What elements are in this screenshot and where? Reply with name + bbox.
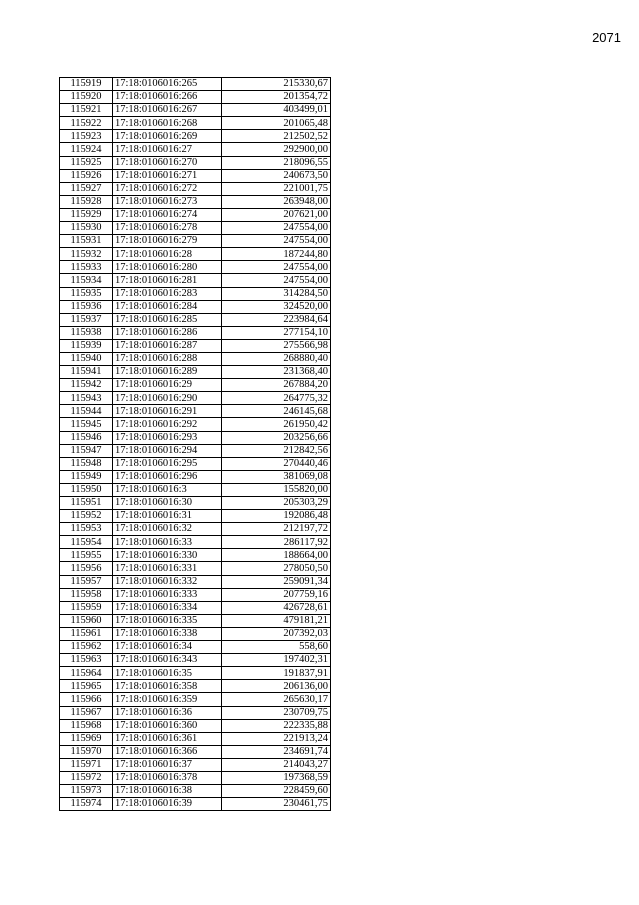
table-row: [60, 719, 331, 732]
cadastral-number-cell: 17:18:0106016:358: [113, 680, 222, 693]
cadastral-value-cell: 259091,34: [222, 575, 331, 588]
cadastral-value-cell: 205303,29: [222, 497, 331, 510]
table-row: [60, 143, 331, 156]
row-number-cell: 115969: [60, 732, 113, 745]
cadastral-value-cell: 212842,56: [222, 444, 331, 457]
row-number-cell: 115923: [60, 130, 113, 143]
table-row: [60, 614, 331, 627]
row-number-cell: 115963: [60, 654, 113, 667]
cadastral-value-cell: 197368,59: [222, 771, 331, 784]
cadastral-value-cell: 275566,98: [222, 339, 331, 352]
row-number-cell: 115949: [60, 470, 113, 483]
table-row: [60, 510, 331, 523]
table-row: [60, 117, 331, 130]
row-number-cell: 115958: [60, 588, 113, 601]
table-row: [60, 745, 331, 758]
table-row: [60, 274, 331, 287]
row-number-cell: 115968: [60, 719, 113, 732]
cadastral-value-cell: 231368,40: [222, 366, 331, 379]
table-row: [60, 208, 331, 221]
cadastral-number-cell: 17:18:0106016:288: [113, 352, 222, 365]
row-number-cell: 115921: [60, 104, 113, 117]
table-row: [60, 156, 331, 169]
cadastral-value-cell: 381069,08: [222, 470, 331, 483]
row-number-cell: 115926: [60, 169, 113, 182]
cadastral-value-cell: 426728,61: [222, 601, 331, 614]
cadastral-number-cell: 17:18:0106016:343: [113, 654, 222, 667]
cadastral-number-cell: 17:18:0106016:270: [113, 156, 222, 169]
table-row: [60, 562, 331, 575]
row-number-cell: 115972: [60, 771, 113, 784]
table-row: [60, 169, 331, 182]
cadastral-number-cell: 17:18:0106016:331: [113, 562, 222, 575]
cadastral-number-cell: 17:18:0106016:33: [113, 536, 222, 549]
cadastral-value-cell: 155820,00: [222, 483, 331, 496]
row-number-cell: 115941: [60, 366, 113, 379]
cadastral-value-cell: 192086,48: [222, 510, 331, 523]
cadastral-value-cell: 191837,91: [222, 667, 331, 680]
table-row: [60, 627, 331, 640]
cadastral-number-cell: 17:18:0106016:285: [113, 313, 222, 326]
cadastral-number-cell: 17:18:0106016:278: [113, 222, 222, 235]
cadastral-value-cell: 268880,40: [222, 352, 331, 365]
row-number-cell: 115959: [60, 601, 113, 614]
cadastral-number-cell: 17:18:0106016:39: [113, 798, 222, 811]
table-row: [60, 523, 331, 536]
cadastral-number-cell: 17:18:0106016:330: [113, 549, 222, 562]
table-row: [60, 222, 331, 235]
cadastral-number-cell: 17:18:0106016:335: [113, 614, 222, 627]
cadastral-value-cell: 246145,68: [222, 405, 331, 418]
cadastral-value-cell: 188664,00: [222, 549, 331, 562]
cadastral-number-cell: 17:18:0106016:359: [113, 693, 222, 706]
table-row: [60, 182, 331, 195]
row-number-cell: 115970: [60, 745, 113, 758]
table-row: [60, 431, 331, 444]
cadastral-number-cell: 17:18:0106016:28: [113, 248, 222, 261]
cadastral-number-cell: 17:18:0106016:271: [113, 169, 222, 182]
row-number-cell: 115965: [60, 680, 113, 693]
cadastral-number-cell: 17:18:0106016:32: [113, 523, 222, 536]
row-number-cell: 115943: [60, 392, 113, 405]
cadastral-value-cell: 278050,50: [222, 562, 331, 575]
row-number-cell: 115971: [60, 758, 113, 771]
row-number-cell: 115945: [60, 418, 113, 431]
cadastral-value-cell: 187244,80: [222, 248, 331, 261]
cadastral-value-cell: 228459,60: [222, 785, 331, 798]
table-row: [60, 758, 331, 771]
cadastral-number-cell: 17:18:0106016:269: [113, 130, 222, 143]
cadastral-number-cell: 17:18:0106016:289: [113, 366, 222, 379]
cadastral-number-cell: 17:18:0106016:291: [113, 405, 222, 418]
cadastral-value-cell: 264775,32: [222, 392, 331, 405]
table-row: [60, 536, 331, 549]
row-number-cell: 115944: [60, 405, 113, 418]
cadastral-value-cell: 218096,55: [222, 156, 331, 169]
cadastral-number-cell: 17:18:0106016:283: [113, 287, 222, 300]
cadastral-value-cell: 212197,72: [222, 523, 331, 536]
table-row: [60, 549, 331, 562]
row-number-cell: 115950: [60, 483, 113, 496]
table-row: [60, 470, 331, 483]
cadastral-value-cell: 292900,00: [222, 143, 331, 156]
table-row: [60, 104, 331, 117]
table-row: [60, 313, 331, 326]
table-row: [60, 654, 331, 667]
table-row: [60, 483, 331, 496]
row-number-cell: 115951: [60, 497, 113, 510]
row-number-cell: 115933: [60, 261, 113, 274]
cadastral-value-cell: 286117,92: [222, 536, 331, 549]
row-number-cell: 115919: [60, 78, 113, 91]
table-row: [60, 300, 331, 313]
page-number: 2071: [592, 30, 621, 45]
cadastral-value-cell: 197402,31: [222, 654, 331, 667]
table-row: [60, 326, 331, 339]
cadastral-value-cell: 214043,27: [222, 758, 331, 771]
row-number-cell: 115929: [60, 208, 113, 221]
cadastral-number-cell: 17:18:0106016:37: [113, 758, 222, 771]
cadastral-number-cell: 17:18:0106016:360: [113, 719, 222, 732]
cadastral-number-cell: 17:18:0106016:280: [113, 261, 222, 274]
row-number-cell: 115935: [60, 287, 113, 300]
cadastral-number-cell: 17:18:0106016:31: [113, 510, 222, 523]
cadastral-number-cell: 17:18:0106016:284: [113, 300, 222, 313]
cadastral-value-cell: 203256,66: [222, 431, 331, 444]
row-number-cell: 115932: [60, 248, 113, 261]
cadastral-value-cell: 207392,03: [222, 627, 331, 640]
table-row: [60, 130, 331, 143]
row-number-cell: 115974: [60, 798, 113, 811]
table-row: [60, 287, 331, 300]
row-number-cell: 115962: [60, 641, 113, 654]
table-body: [60, 78, 331, 811]
row-number-cell: 115924: [60, 143, 113, 156]
table-row: [60, 785, 331, 798]
table-row: [60, 457, 331, 470]
cadastral-number-cell: 17:18:0106016:366: [113, 745, 222, 758]
cadastral-value-cell: 222335,88: [222, 719, 331, 732]
cadastral-number-cell: 17:18:0106016:332: [113, 575, 222, 588]
table-row: [60, 732, 331, 745]
row-number-cell: 115957: [60, 575, 113, 588]
cadastral-value-cell: 558,60: [222, 641, 331, 654]
cadastral-value-cell: 324520,00: [222, 300, 331, 313]
row-number-cell: 115931: [60, 235, 113, 248]
row-number-cell: 115952: [60, 510, 113, 523]
cadastral-number-cell: 17:18:0106016:272: [113, 182, 222, 195]
row-number-cell: 115927: [60, 182, 113, 195]
table-row: [60, 392, 331, 405]
row-number-cell: 115928: [60, 195, 113, 208]
cadastral-value-cell: 263948,00: [222, 195, 331, 208]
cadastral-value-cell: 479181,21: [222, 614, 331, 627]
cadastral-value-cell: 247554,00: [222, 222, 331, 235]
cadastral-value-cell: 207759,16: [222, 588, 331, 601]
cadastral-value-cell: 221913,24: [222, 732, 331, 745]
cadastral-number-cell: 17:18:0106016:296: [113, 470, 222, 483]
row-number-cell: 115922: [60, 117, 113, 130]
table-row: [60, 680, 331, 693]
cadastral-value-cell: 403499,01: [222, 104, 331, 117]
table-row: [60, 379, 331, 392]
row-number-cell: 115925: [60, 156, 113, 169]
cadastral-value-cell: 230461,75: [222, 798, 331, 811]
table-row: [60, 641, 331, 654]
row-number-cell: 115966: [60, 693, 113, 706]
cadastral-value-cell: 247554,00: [222, 261, 331, 274]
cadastral-value-cell: 247554,00: [222, 274, 331, 287]
cadastral-value-cell: 247554,00: [222, 235, 331, 248]
cadastral-value-cell: 230709,75: [222, 706, 331, 719]
row-number-cell: 115934: [60, 274, 113, 287]
row-number-cell: 115930: [60, 222, 113, 235]
table-row: [60, 261, 331, 274]
cadastral-value-cell: 240673,50: [222, 169, 331, 182]
cadastral-number-cell: 17:18:0106016:34: [113, 641, 222, 654]
cadastral-number-cell: 17:18:0106016:294: [113, 444, 222, 457]
cadastral-value-cell: 267884,20: [222, 379, 331, 392]
row-number-cell: 115938: [60, 326, 113, 339]
cadastral-value-cell: 201065,48: [222, 117, 331, 130]
table-row: [60, 693, 331, 706]
cadastral-number-cell: 17:18:0106016:338: [113, 627, 222, 640]
cadastral-value-cell: 206136,00: [222, 680, 331, 693]
row-number-cell: 115961: [60, 627, 113, 640]
row-number-cell: 115936: [60, 300, 113, 313]
row-number-cell: 115953: [60, 523, 113, 536]
cadastral-number-cell: 17:18:0106016:266: [113, 91, 222, 104]
row-number-cell: 115964: [60, 667, 113, 680]
cadastral-number-cell: 17:18:0106016:3: [113, 483, 222, 496]
cadastral-value-cell: 265630,17: [222, 693, 331, 706]
table-row: [60, 667, 331, 680]
cadastral-value-cell: 270440,46: [222, 457, 331, 470]
table-row: [60, 706, 331, 719]
table-row: [60, 418, 331, 431]
cadastral-number-cell: 17:18:0106016:36: [113, 706, 222, 719]
cadastral-number-cell: 17:18:0106016:333: [113, 588, 222, 601]
cadastral-number-cell: 17:18:0106016:265: [113, 78, 222, 91]
cadastral-value-cell: 234691,74: [222, 745, 331, 758]
cadastral-number-cell: 17:18:0106016:334: [113, 601, 222, 614]
table-row: [60, 497, 331, 510]
cadastral-number-cell: 17:18:0106016:38: [113, 785, 222, 798]
table-row: [60, 405, 331, 418]
row-number-cell: 115955: [60, 549, 113, 562]
cadastral-number-cell: 17:18:0106016:29: [113, 379, 222, 392]
cadastral-value-cell: 207621,00: [222, 208, 331, 221]
table-row: [60, 575, 331, 588]
table-row: [60, 339, 331, 352]
row-number-cell: 115956: [60, 562, 113, 575]
table-row: [60, 588, 331, 601]
cadastral-value-cell: 261950,42: [222, 418, 331, 431]
row-number-cell: 115960: [60, 614, 113, 627]
cadastral-number-cell: 17:18:0106016:274: [113, 208, 222, 221]
row-number-cell: 115954: [60, 536, 113, 549]
table-row: [60, 235, 331, 248]
row-number-cell: 115973: [60, 785, 113, 798]
cadastral-value-cell: 215330,67: [222, 78, 331, 91]
table-row: [60, 798, 331, 811]
cadastral-number-cell: 17:18:0106016:267: [113, 104, 222, 117]
row-number-cell: 115937: [60, 313, 113, 326]
table-row: [60, 195, 331, 208]
cadastral-number-cell: 17:18:0106016:35: [113, 667, 222, 680]
cadastral-number-cell: 17:18:0106016:378: [113, 771, 222, 784]
cadastral-number-cell: 17:18:0106016:361: [113, 732, 222, 745]
cadastral-value-cell: 221001,75: [222, 182, 331, 195]
table-row: [60, 352, 331, 365]
cadastral-value-table: [59, 77, 331, 811]
cadastral-value-cell: 223984,64: [222, 313, 331, 326]
row-number-cell: 115947: [60, 444, 113, 457]
cadastral-number-cell: 17:18:0106016:286: [113, 326, 222, 339]
cadastral-number-cell: 17:18:0106016:273: [113, 195, 222, 208]
cadastral-number-cell: 17:18:0106016:295: [113, 457, 222, 470]
row-number-cell: 115948: [60, 457, 113, 470]
cadastral-number-cell: 17:18:0106016:293: [113, 431, 222, 444]
row-number-cell: 115940: [60, 352, 113, 365]
cadastral-number-cell: 17:18:0106016:281: [113, 274, 222, 287]
cadastral-value-cell: 314284,50: [222, 287, 331, 300]
row-number-cell: 115939: [60, 339, 113, 352]
table-row: [60, 444, 331, 457]
table-row: [60, 601, 331, 614]
table-row: [60, 771, 331, 784]
cadastral-number-cell: 17:18:0106016:290: [113, 392, 222, 405]
cadastral-value-cell: 201354,72: [222, 91, 331, 104]
row-number-cell: 115946: [60, 431, 113, 444]
table-row: [60, 248, 331, 261]
cadastral-number-cell: 17:18:0106016:268: [113, 117, 222, 130]
cadastral-number-cell: 17:18:0106016:292: [113, 418, 222, 431]
cadastral-number-cell: 17:18:0106016:27: [113, 143, 222, 156]
table-row: [60, 78, 331, 91]
row-number-cell: 115942: [60, 379, 113, 392]
cadastral-number-cell: 17:18:0106016:287: [113, 339, 222, 352]
row-number-cell: 115967: [60, 706, 113, 719]
table-row: [60, 366, 331, 379]
cadastral-number-cell: 17:18:0106016:279: [113, 235, 222, 248]
cadastral-value-cell: 277154,10: [222, 326, 331, 339]
row-number-cell: 115920: [60, 91, 113, 104]
cadastral-number-cell: 17:18:0106016:30: [113, 497, 222, 510]
table-row: [60, 91, 331, 104]
cadastral-value-cell: 212502,52: [222, 130, 331, 143]
